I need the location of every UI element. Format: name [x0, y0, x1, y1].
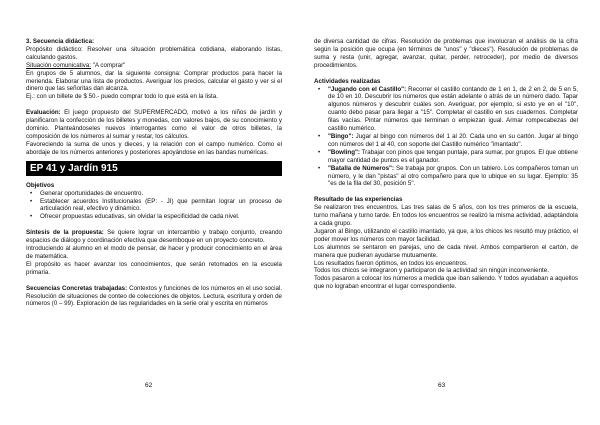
activity-text: Se trabaja por grupos. Con un tablero. Los compañeros toman un número, y le dan "pistas" al otro compañero para que lo ubique en su lugar. Ejemplo: 35 "es de la fila del 30, posición 5". — [328, 164, 578, 188]
synthesis-text: Se quiere lograr un intercambio y trabajo conjunto, creando espacios de diálogo y coordinación efectiva que desemboque en un proyecto concreto. — [26, 229, 282, 245]
left-column — [26, 38, 282, 308]
activity-text: Trabajar con pinos que tengan puntaje, para sumar, por grupos. El que obtiene mayor cantidad de puntos es el ganador. — [328, 148, 578, 164]
communicative-situation — [26, 62, 282, 70]
objectives-list — [26, 190, 282, 222]
activity-text: Jugar al bingo con números del 1 al 20. Cada uno en su cartón. Jugar al bingo con números del 1 al 40, con soporte del Castillo numérico "imantado". — [328, 132, 578, 148]
activity-item — [328, 86, 578, 133]
activity-item — [328, 165, 578, 189]
activities-heading: Actividades realizadas — [314, 77, 381, 85]
sequences-label: Secuencias Concretas trabajadas: — [26, 284, 128, 292]
results-text-4: Los resultados fueron óptimos, en todos los encuentros. — [314, 259, 468, 267]
results-text-3: Los alumnos se sentaron en parejas, uno de cada nivel. Ambos compartieron el cartón, de manera que pudieran ayudarse mutuamente. — [314, 243, 578, 259]
objectives-heading: Objetivos — [26, 181, 55, 189]
activity-title: "Bowling": — [328, 148, 360, 156]
sequence-heading: 3. Secuencia didáctica: — [26, 38, 95, 45]
page-number: 63 — [438, 382, 446, 389]
results-text-6: Todos pasaron a colocar los números a medida que iban saliendo. Y todos ayudaban a aquellos que no lograban encontrar el lugar correspondiente. — [314, 275, 578, 291]
results-text: Se realizaron tres encuentros. Las tres salas de 5 años, con los tres primeros de la escuela, turno mañana y turno tarde. En todos los encuentros se realizó la misma actividad, adaptándola a cada grupo. — [314, 204, 578, 228]
activity-item — [328, 149, 578, 165]
right-column — [314, 38, 578, 291]
evaluation-text-2: Favoreciendo la suma de unos y dieces, y la relación con el campo numérico. Como el abordaje de los números anteriores y posteriores apoyándose en las bandas numéricas. — [26, 140, 282, 156]
activity-title: "Batalla de Números": — [328, 164, 395, 172]
sequences-text: Contextos y funciones de los números en el uso social. Resolución de situaciones de conteo de colecciones de objetos. Lectura, escritura y orden de números (0 – 99). Exploración de las regularidades en la serie oral y escrita en números — [26, 284, 282, 308]
activity-title: "Jugando con el Castillo": — [328, 85, 407, 93]
objective-item: • Generar oportunidades de encuentro. — [40, 190, 282, 198]
sequences-paragraph — [26, 285, 282, 309]
results-text-2: Jugaron al Bingo, utilizando el castillo imantado, ya que, a los chicos les resultó muy práctico, el poder mover los números con mayor facilidad. — [314, 227, 578, 243]
example-text: Ej.: con un billete de $ 50.- puedo comprar todo lo que está en la lista. — [26, 93, 218, 101]
page-number: 62 — [145, 382, 153, 389]
section-title: EP 41 y Jardín 915 — [26, 161, 282, 176]
communicative-situation-label: Situación comunicativa: — [26, 61, 92, 69]
activities-list — [314, 86, 578, 189]
right-page — [300, 0, 600, 425]
synthesis-text-3: El propósito es hacer avanzar los conocimientos, que serán retomados en la escuela primaria. — [26, 260, 282, 276]
intro-text: de diversa cantidad de cifras. Resolución de problemas que involucran el análisis de la cifra según la posición que ocupa (en términos de "unos" y "dieces"). Resolución de problemas de suma y resta (unir, agregar, avanzar, quitar, perder, retroceder), por medio de diversos procedimientos. — [314, 38, 578, 69]
evaluation-label: Evaluación: — [26, 109, 61, 117]
synthesis-paragraph — [26, 229, 282, 245]
results-text-5: Todos los chicos se integraron y participaron de la actividad sin ningún inconveniente. — [314, 267, 549, 275]
evaluation-text: El juego propuesto del SUPERMERCADO, motivó a los niños de jardín y planificaron la confección de los billetes y monedas, con valores bajos, de su conocimiento y dominio. Planteándoseles nuevos interrogantes como el valor de otros billetes, la composición de los números al sumar y restar, los cálculos. — [26, 109, 282, 140]
activity-text: Recorrer el castillo contando de 1 en 1, de 2 en 2, de 5 en 5, de 10 en 10. Descubrir los números que están adelante o atrás de un número dado. Tapar algunos números y descubrir cuáles son. Averiguar, por ejemplo, si esto ye en el "10", cuanto debo pasar para llegar a "15". Completar el castillo en sus cuadernos. Completar filas vacías. Pintar números que terminan o empiezan igual. Armar rompecabezas del castillo numérico. — [328, 85, 578, 133]
sequence-text: Propósito didáctico: Resolver una situación problemática cotidiana, elaborando listas, calculando gastos. — [26, 45, 282, 61]
synthesis-text-2: Introduciendo al alumno en el modo de pensar, de hacer y producir conocimiento en el área de matemática. — [26, 245, 282, 260]
communicative-situation-value: "A comprar" — [91, 61, 126, 69]
groups-text: En grupos de 5 alumnos, dar la siguiente consigna: Comprar productos para hacer la merienda. Elaborar una lista de productos. Averiguar los precios, calcular el gasto y ver si el dinero que las señoritas dan alcanza. — [26, 69, 282, 93]
activity-item — [328, 133, 578, 149]
objective-item: • Establecer acuerdos Institucionales (EP: - JI) que permitan lograr un proceso de articulación real, efectivo y dinámico. — [40, 198, 282, 214]
objective-item: • Ofrecer propuestas educativas, sin olvidar la especificidad de cada nivel. — [40, 213, 282, 221]
results-heading: Resultado de las experiencias — [314, 196, 403, 204]
synthesis-label: Síntesis de la propuesta: — [26, 229, 104, 237]
activity-title: "Bingo": — [328, 132, 354, 140]
evaluation-paragraph — [26, 109, 282, 141]
